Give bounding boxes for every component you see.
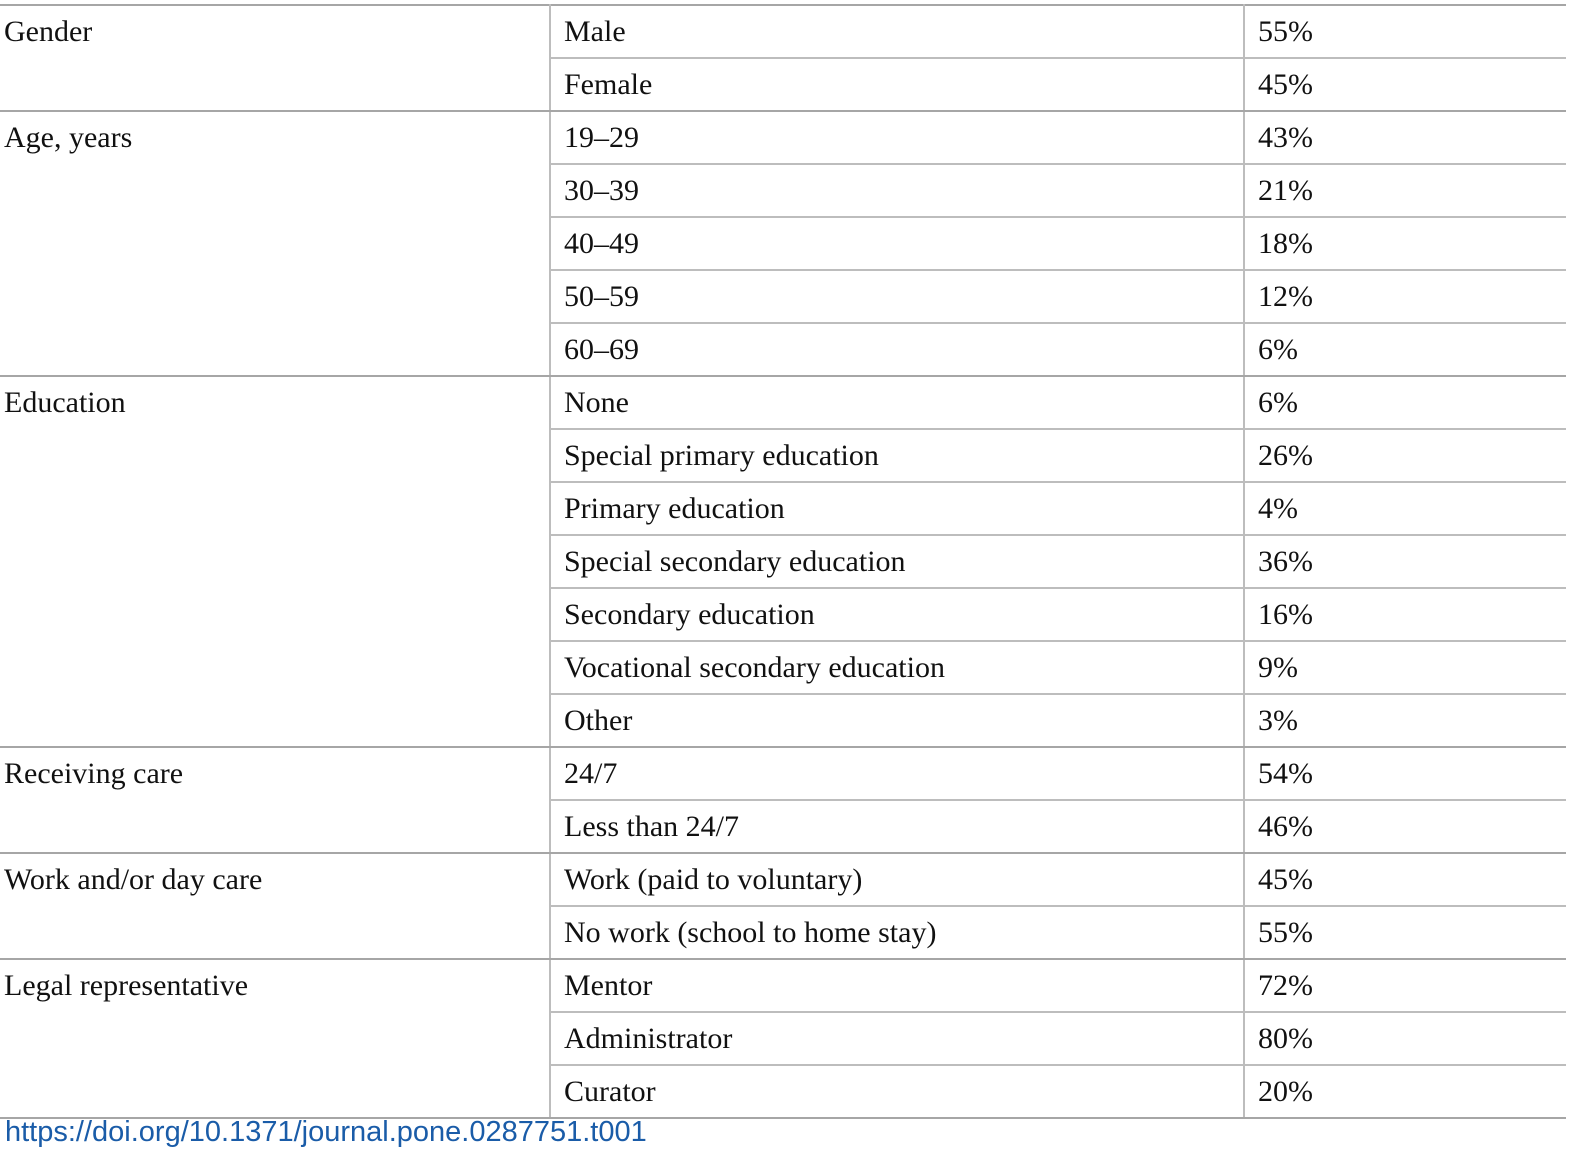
subcategory-cell: No work (school to home stay) (550, 906, 1244, 959)
percentage-cell: 20% (1244, 1065, 1566, 1118)
subcategory-cell: Other (550, 694, 1244, 747)
table-row (0, 959, 1566, 1012)
subcategory-cell: 30–39 (550, 164, 1244, 217)
percentage-cell: 3% (1244, 694, 1566, 747)
category-cell: Education (0, 376, 550, 747)
percentage-cell: 80% (1244, 1012, 1566, 1065)
doi-link[interactable]: https://doi.org/10.1371/journal.pone.0287751.t001 (5, 1116, 647, 1148)
subcategory-cell: 50–59 (550, 270, 1244, 323)
subcategory-cell: Work (paid to voluntary) (550, 853, 1244, 906)
percentage-cell: 9% (1244, 641, 1566, 694)
category-cell: Receiving care (0, 747, 550, 853)
subcategory-cell: None (550, 376, 1244, 429)
subcategory-cell: Male (550, 5, 1244, 58)
percentage-cell: 26% (1244, 429, 1566, 482)
subcategory-cell: Vocational secondary education (550, 641, 1244, 694)
table-row (0, 376, 1566, 429)
subcategory-cell: Less than 24/7 (550, 800, 1244, 853)
table-body (0, 5, 1566, 1118)
percentage-cell: 43% (1244, 111, 1566, 164)
percentage-cell: 45% (1244, 853, 1566, 906)
percentage-cell: 72% (1244, 959, 1566, 1012)
percentage-cell: 55% (1244, 5, 1566, 58)
participant-characteristics-table (0, 4, 1566, 1119)
percentage-cell: 6% (1244, 376, 1566, 429)
subcategory-cell: Special primary education (550, 429, 1244, 482)
table-row (0, 5, 1566, 58)
subcategory-cell: Administrator (550, 1012, 1244, 1065)
percentage-cell: 18% (1244, 217, 1566, 270)
table-row (0, 853, 1566, 906)
percentage-cell: 4% (1244, 482, 1566, 535)
percentage-cell: 46% (1244, 800, 1566, 853)
category-cell: Age, years (0, 111, 550, 376)
category-cell: Legal representative (0, 959, 550, 1118)
data-table-container (0, 4, 1566, 1119)
subcategory-cell: Primary education (550, 482, 1244, 535)
category-cell: Gender (0, 5, 550, 111)
subcategory-cell: 24/7 (550, 747, 1244, 800)
subcategory-cell: 40–49 (550, 217, 1244, 270)
category-cell: Work and/or day care (0, 853, 550, 959)
table-row (0, 111, 1566, 164)
percentage-cell: 54% (1244, 747, 1566, 800)
percentage-cell: 36% (1244, 535, 1566, 588)
subcategory-cell: 60–69 (550, 323, 1244, 376)
subcategory-cell: Female (550, 58, 1244, 111)
percentage-cell: 21% (1244, 164, 1566, 217)
subcategory-cell: Curator (550, 1065, 1244, 1118)
percentage-cell: 12% (1244, 270, 1566, 323)
subcategory-cell: Mentor (550, 959, 1244, 1012)
percentage-cell: 6% (1244, 323, 1566, 376)
subcategory-cell: Secondary education (550, 588, 1244, 641)
subcategory-cell: Special secondary education (550, 535, 1244, 588)
subcategory-cell: 19–29 (550, 111, 1244, 164)
table-row (0, 747, 1566, 800)
percentage-cell: 55% (1244, 906, 1566, 959)
percentage-cell: 45% (1244, 58, 1566, 111)
percentage-cell: 16% (1244, 588, 1566, 641)
